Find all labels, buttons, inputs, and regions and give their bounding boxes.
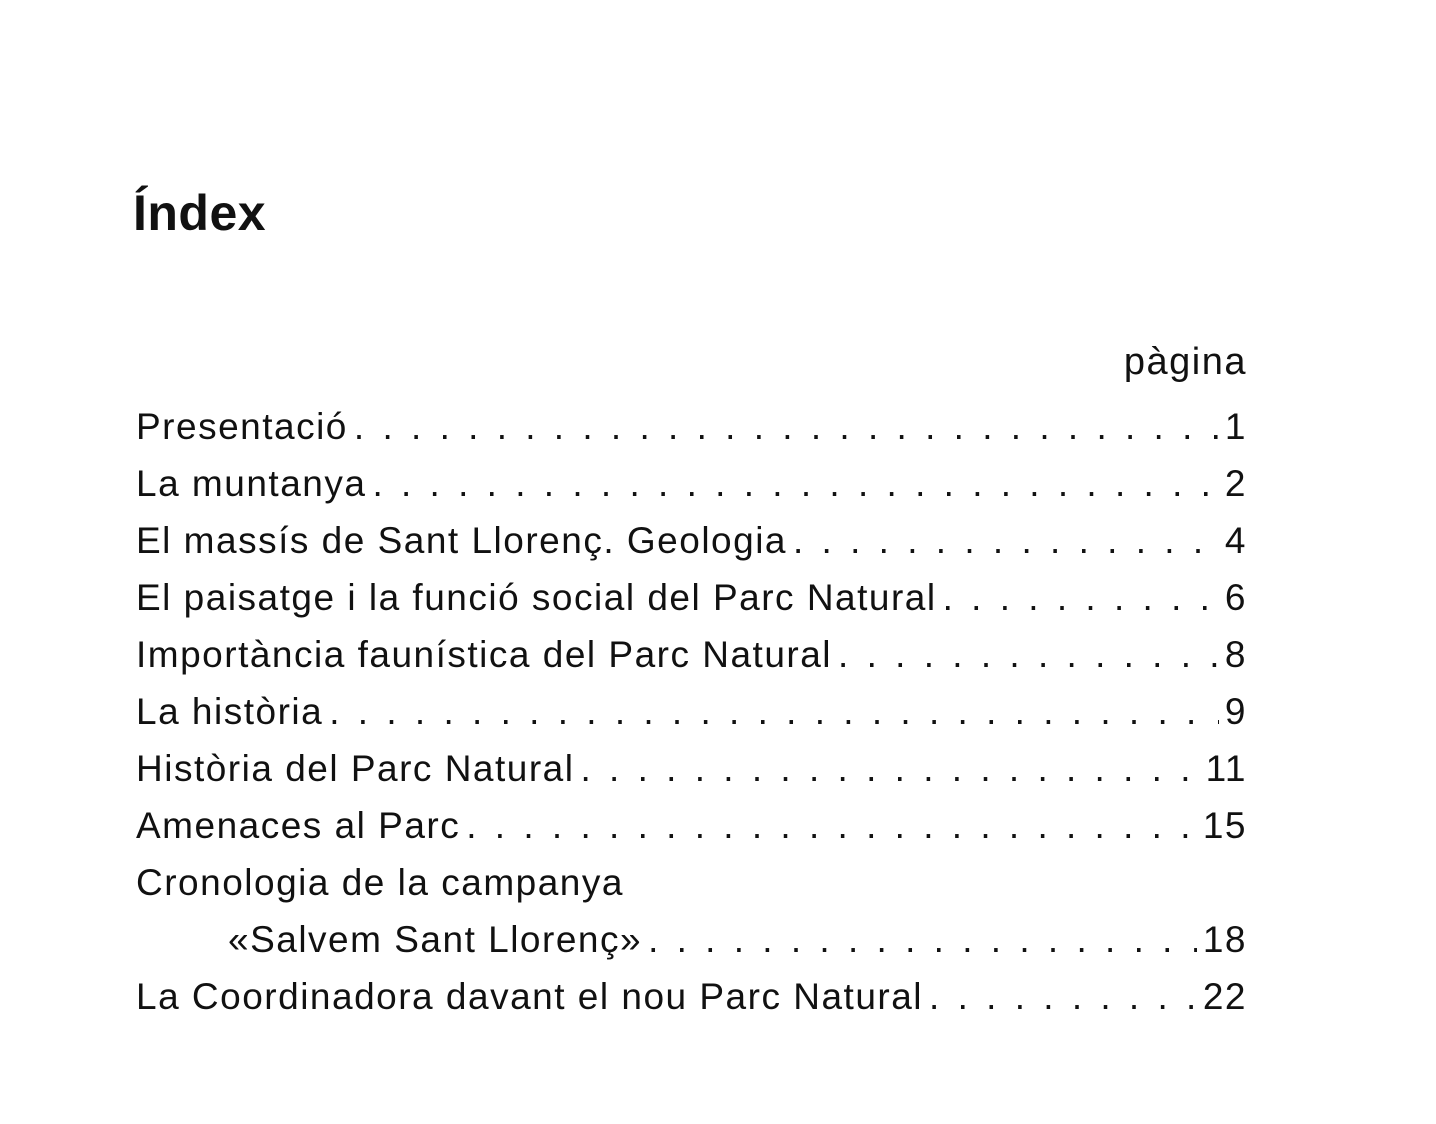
toc-entry-label: Història del Parc Natural [136,748,575,789]
toc-entry-label: La història [136,691,324,732]
toc-entry-label: Presentació [136,406,348,447]
toc-entry-label: El massís de Sant Llorenç. Geologia [136,520,787,561]
toc-entry-label: La muntanya [136,463,367,504]
toc-entry-page: 15 [1202,805,1247,846]
dot-leader [943,569,1219,626]
toc-entry [136,512,1247,569]
toc-entry [136,797,1247,854]
toc-entry [136,626,1247,683]
toc-entry [136,455,1247,512]
toc-entry-heading-line [136,854,1247,911]
toc-entry-page: 4 [1224,520,1247,561]
toc-entry-label: Importància faunística del Parc Natural [136,634,833,675]
toc-entry-page: 2 [1224,463,1247,504]
toc-entry-page: 8 [1224,634,1247,675]
toc-entry [136,569,1247,626]
dot-leader [580,740,1199,797]
dot-leader [354,398,1219,455]
toc-entry-page: 9 [1224,691,1247,732]
table-of-contents [136,398,1247,1025]
toc-entry-page: 1 [1224,406,1247,447]
toc-entry [136,968,1247,1025]
toc-entry-page: 18 [1202,919,1247,960]
dot-leader [329,683,1219,740]
toc-entry-page: 6 [1224,577,1247,618]
toc-entry [136,740,1247,797]
toc-entry [136,398,1247,455]
page-title: Índex [133,185,267,241]
toc-entry-page: 11 [1205,748,1247,789]
dot-leader [648,911,1197,968]
dot-leader [466,797,1197,854]
toc-entry-label: El paisatge i la funció social del Parc Natural [136,577,937,618]
toc-entry [136,911,1247,968]
dot-leader [929,968,1197,1025]
toc-entry-label: Amenaces al Parc [136,805,461,846]
toc-entry-label: Cronologia de la campanya [136,862,624,903]
page-column-header: pàgina [1123,341,1247,383]
dot-leader [793,512,1219,569]
dot-leader [372,455,1218,512]
toc-entry-label: La Coordinadora davant el nou Parc Natural [136,976,924,1017]
dot-leader [838,626,1219,683]
toc-entry [136,683,1247,740]
toc-entry-label: «Salvem Sant Llorenç» [228,919,643,960]
toc-entry-page: 22 [1202,976,1247,1017]
